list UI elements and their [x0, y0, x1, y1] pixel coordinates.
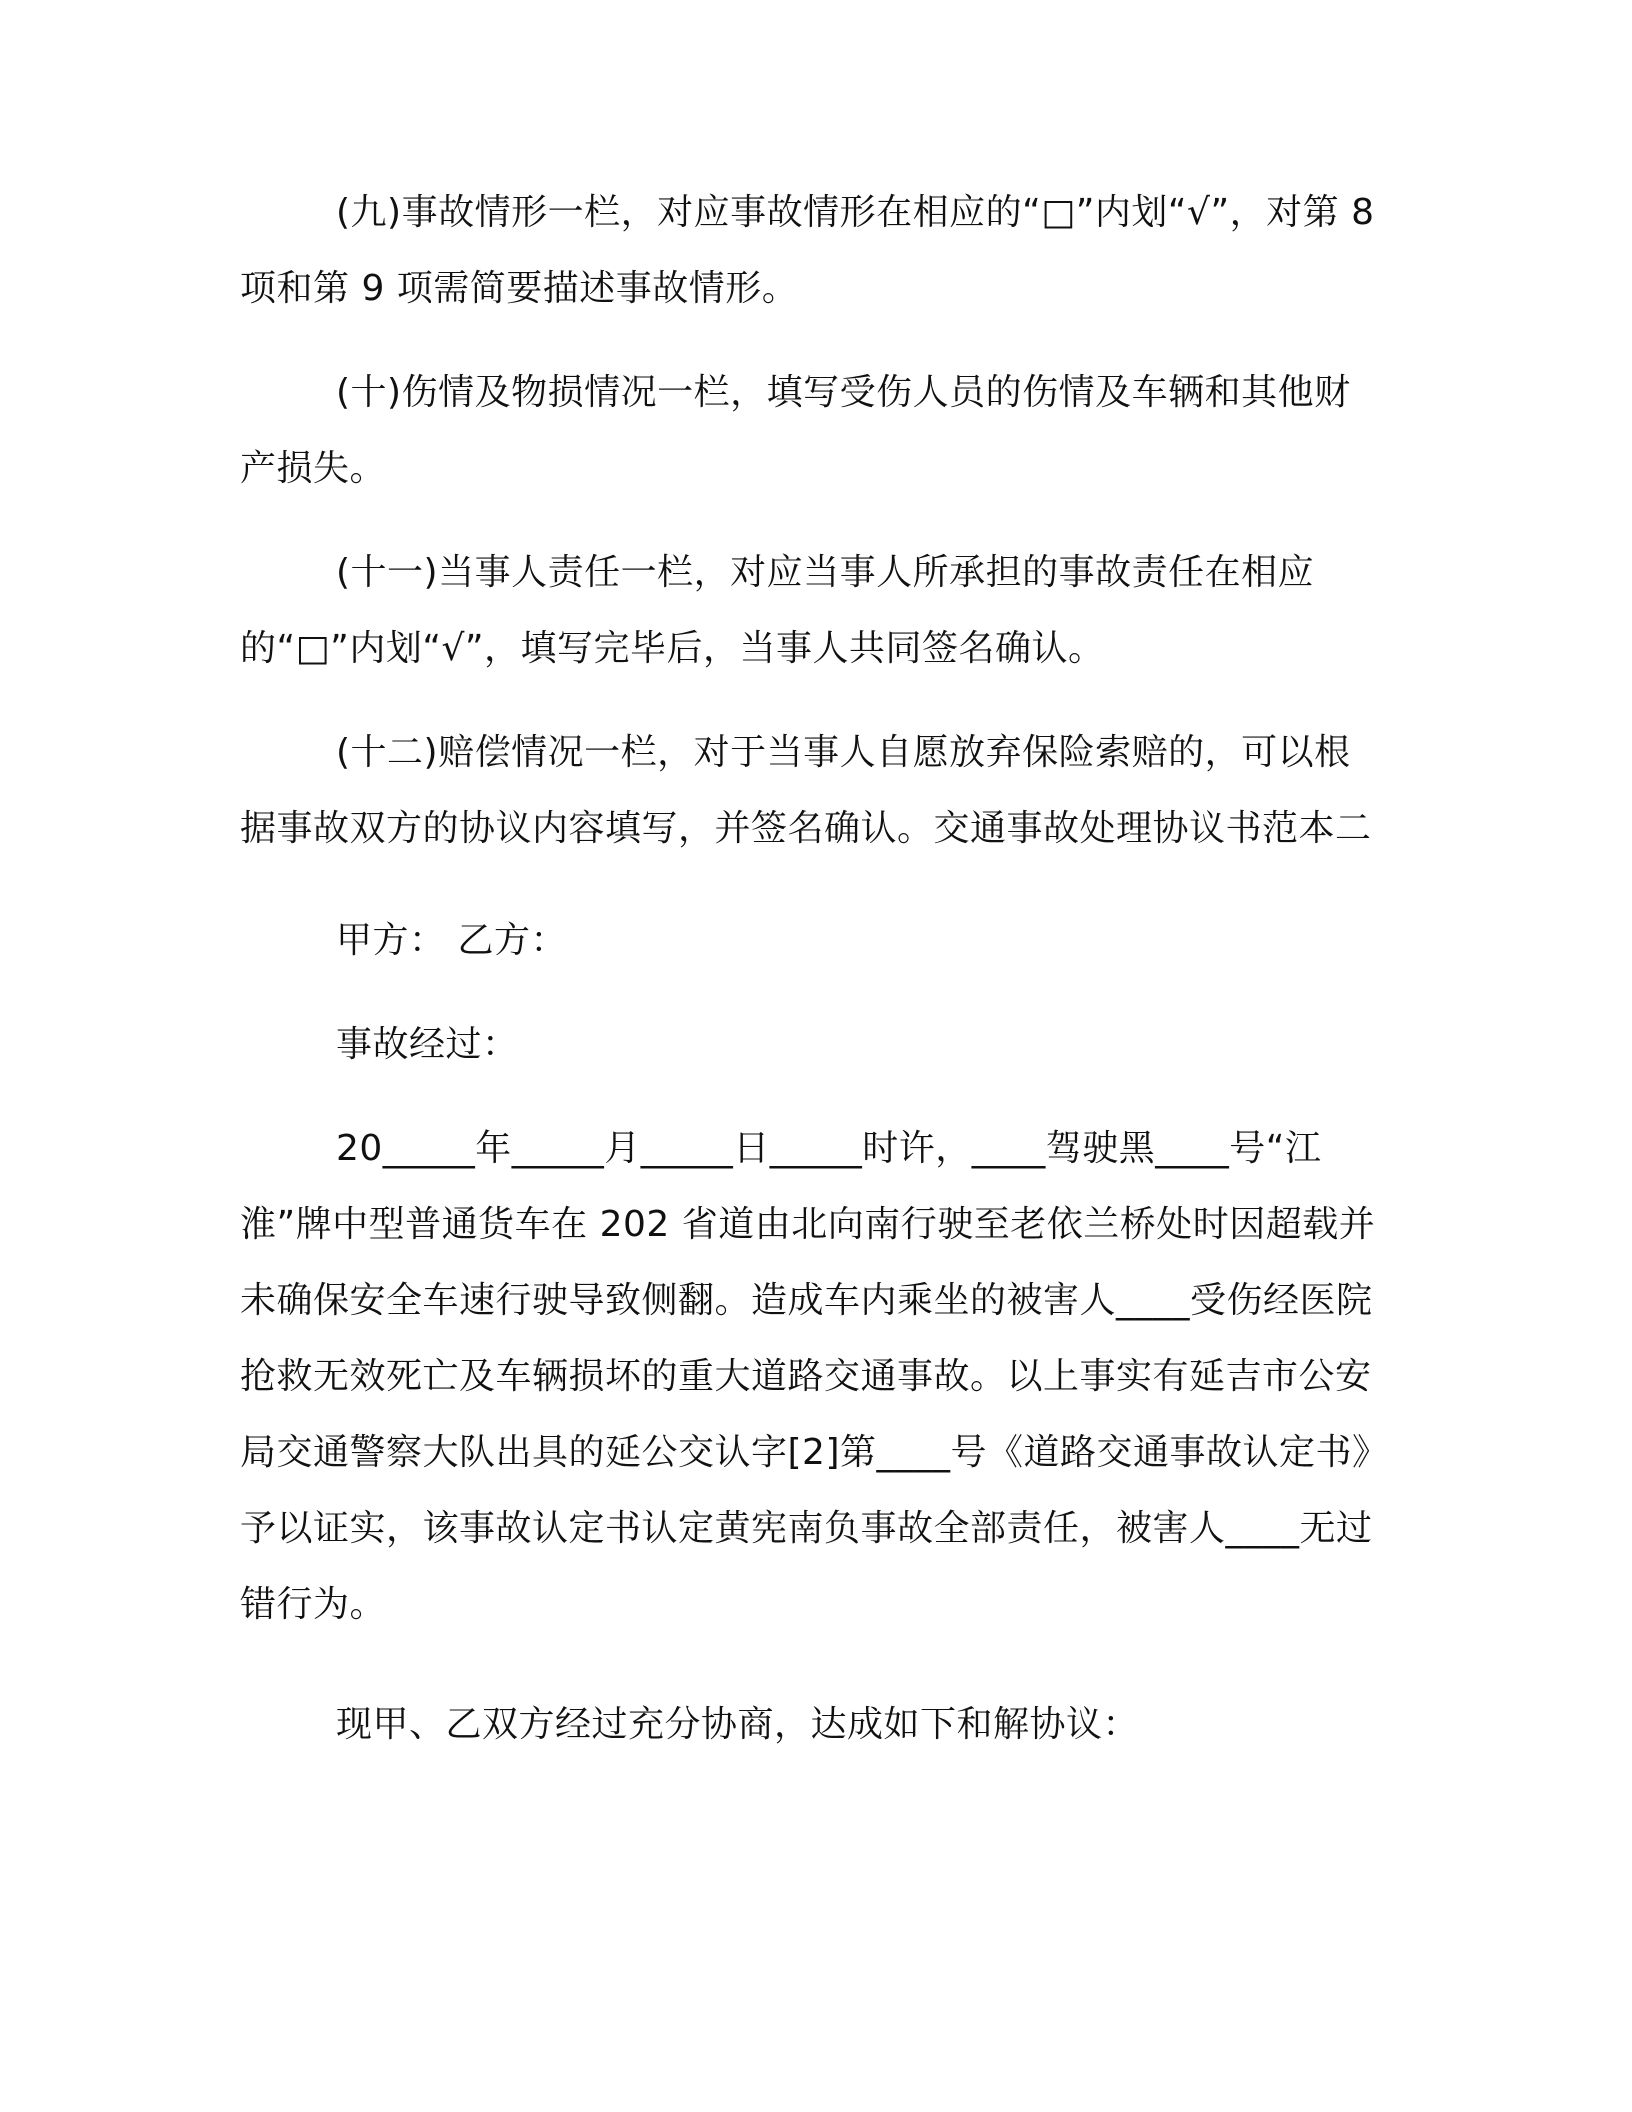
agreement-intro: 现甲、乙双方经过充分协商，达成如下和解协议：: [336, 1704, 1140, 1745]
parties-line: 甲方： 乙方：: [336, 920, 567, 961]
accident-process-body: 20_____年_____月_____日_____时许，____驾驶黑____号“江淮”牌中型普通货车在 202 省道由北向南行驶至老依兰桥处时因超载并未确保安全车速行驶导致侧翻。造成车内乘坐的被害人____受伤经医院抢救无效死亡及车辆损坏的重大道路交通事故。以上事实有延吉市公安局交通警察大队出具的延公交认字[2]第____号《道路交通事故认定书》予以证实，该事故认定书认定黄宪南负事故全部责任，被害人____无过错行为。: [240, 1128, 1376, 1625]
paragraph-item-11: (十一)当事人责任一栏，对应当事人所承担的事故责任在相应的“□”内划“√”，填写完毕后，当事人共同签名确认。: [240, 552, 1315, 669]
paragraph-item-9: (九)事故情形一栏，对应事故情形在相应的“□”内划“√”，对第 8 项和第 9 项需简要描述事故情形。: [240, 192, 1375, 309]
document-body: [240, 175, 1380, 1763]
accident-process-heading: 事故经过：: [336, 1024, 519, 1065]
paragraph-item-10: (十)伤情及物损情况一栏，填写受伤人员的伤情及车辆和其他财产损失。: [240, 372, 1351, 489]
paragraph-item-12: (十二)赔偿情况一栏，对于当事人自愿放弃保险索赔的，可以根据事故双方的协议内容填写，并签名确认。交通事故处理协议书范本二: [240, 732, 1372, 849]
